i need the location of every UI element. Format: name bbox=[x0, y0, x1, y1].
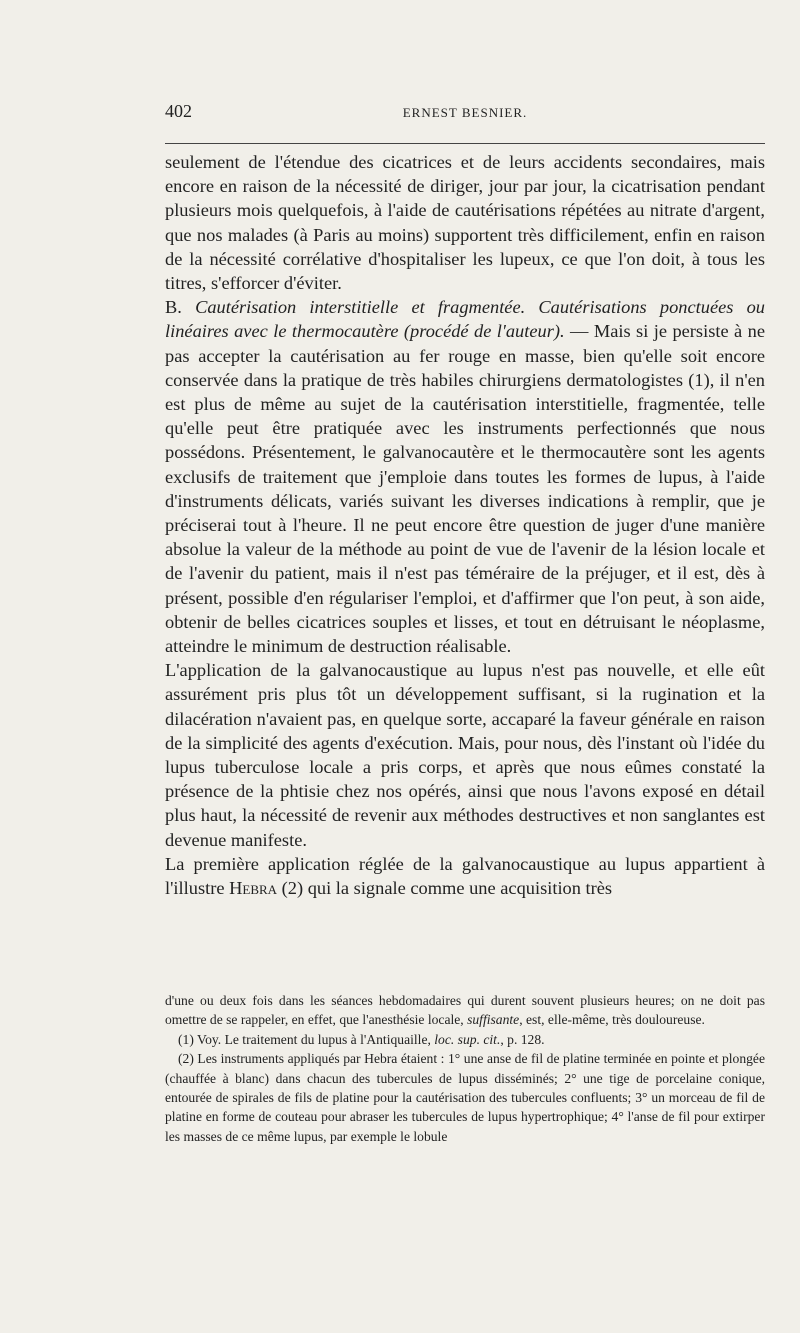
footnote-1 bbox=[165, 1030, 765, 1049]
paragraph-3: L'application de la galvanocaustique au lupus n'est pas nouvelle, et elle eût assurément pris plus tôt un développement suffisant, si la rugination et la dilacération n'avaient pas, en quelque sorte, accaparé la faveur générale en raison de la simplicité des agents d'exécution. Mais, pour nous, dès l'instant où l'idée du lupus tuberculose locale a pris corps, et après que nous eûmes constaté la présence de la phtisie chez nos opérés, ainsi que nous l'avons exposé en détail plus haut, la nécessité de revenir aux méthodes destructives et non sanglantes est devenue manifeste. bbox=[165, 660, 765, 850]
paragraph-4-text-a: La première application réglée de la galvanocaustique au lupus appartient à l'illustre bbox=[165, 853, 765, 899]
paragraph-2 bbox=[165, 295, 765, 658]
footnote-continuation-emphasis: suffisante bbox=[467, 1012, 520, 1028]
page-number: 402 bbox=[165, 101, 192, 121]
running-head: ERNEST BESNIER. bbox=[402, 105, 528, 120]
footnote-1-citation: loc. sup. cit. bbox=[434, 1031, 501, 1047]
body-text bbox=[165, 150, 765, 900]
footnote-continuation bbox=[165, 991, 765, 1030]
paragraph-2-text: — Mais si je persiste à ne pas accepter la cautérisation au fer rouge en masse, bien qu'elle soit encore conservée dans la pratique de très habiles chirurgiens dermatologistes (1), il n'en est plus de même au sujet de la cautérisation interstitielle, fragmentée, telle qu'elle peut être pratiquée avec les instruments perfectionnés que nous possédons. Présentement, le galvanocautère et le thermocautère sont les agents exclusifs de traitement que j'emploie dans toutes les formes de lupus, à l'aide d'instruments délicats, variés suivant les diverses indications à remplir, que je préciserai tout à l'heure. Il ne peut encore être question de juger d'une manière absolue la valeur de la méthode au point de vue de l'avenir de la lésion locale et de l'avenir du patient, mais il n'est pas téméraire de la préjuger, et il est, dès à présent, possible d'en régulariser l'emploi, et d'affirmer que l'on peut, à son aide, obtenir de belles cicatrices souples et lisses, et tout en détruisant le néoplasme, atteindre le minimum de destruction réalisable. bbox=[165, 321, 766, 657]
footnote-2: (2) Les instruments appliqués par Hebra étaient : 1° une anse de fil de platine terminée en pointe et plongée (chauffée à blanc) dans chacun des tubercules de lupus disséminés; 2° une tige de porcelaine conique, entourée de spirales de fils de platine pour la cautérisation des tubercules confluents; 3° un morceau de fil de platine en forme de couteau pour abraser les tubercules de lupus hypertrophique; 4° l'anse de fil pour extirper les masses de ce même lupus, par exemple le lobule bbox=[165, 1051, 765, 1144]
footnote-1-text-b: , p. 128. bbox=[500, 1031, 545, 1047]
footnote-continuation-text-a: d'une ou deux fois dans les séances hebdomadaires qui durent souvent plusieurs heures; on ne doit pas omettre de se rappeler, en effet, que l'anesthésie locale, bbox=[165, 993, 765, 1028]
section-letter: B. bbox=[165, 297, 182, 318]
footnote-1-text-a: (1) Voy. Le traitement du lupus à l'Antiquaille, bbox=[178, 1031, 435, 1047]
page-header bbox=[165, 101, 765, 125]
footnotes bbox=[165, 991, 765, 1146]
footnote-continuation-text-b: , est, elle-même, très douloureuse. bbox=[519, 1012, 705, 1028]
paragraph-1: seulement de l'étendue des cicatrices et de leurs accidents secondaires, mais encore en raison de la nécessité de diriger, jour par jour, la cicatrisation pendant plusieurs mois quelquefois, à l'aide de cautérisations répétées au nitrate d'argent, que nos malades (à Paris au moins) supportent très difficilement, enfin en raison de la nécessité corrélative d'hospitaliser les lupeux, ce que l'on doit, à tous les titres, s'efforcer d'éviter. bbox=[165, 152, 765, 294]
paragraph-4-text-b: (2) qui la signale comme une acquisition très bbox=[277, 878, 613, 899]
section-title: Cautérisation interstitielle et fragmentée. Cautérisations ponctuées ou linéaires avec le thermocautère (procédé de l'auteur). bbox=[165, 297, 765, 342]
author-name-hebra: Hebra bbox=[229, 878, 278, 899]
paragraph-4 bbox=[165, 852, 765, 900]
header-rule bbox=[165, 143, 765, 144]
